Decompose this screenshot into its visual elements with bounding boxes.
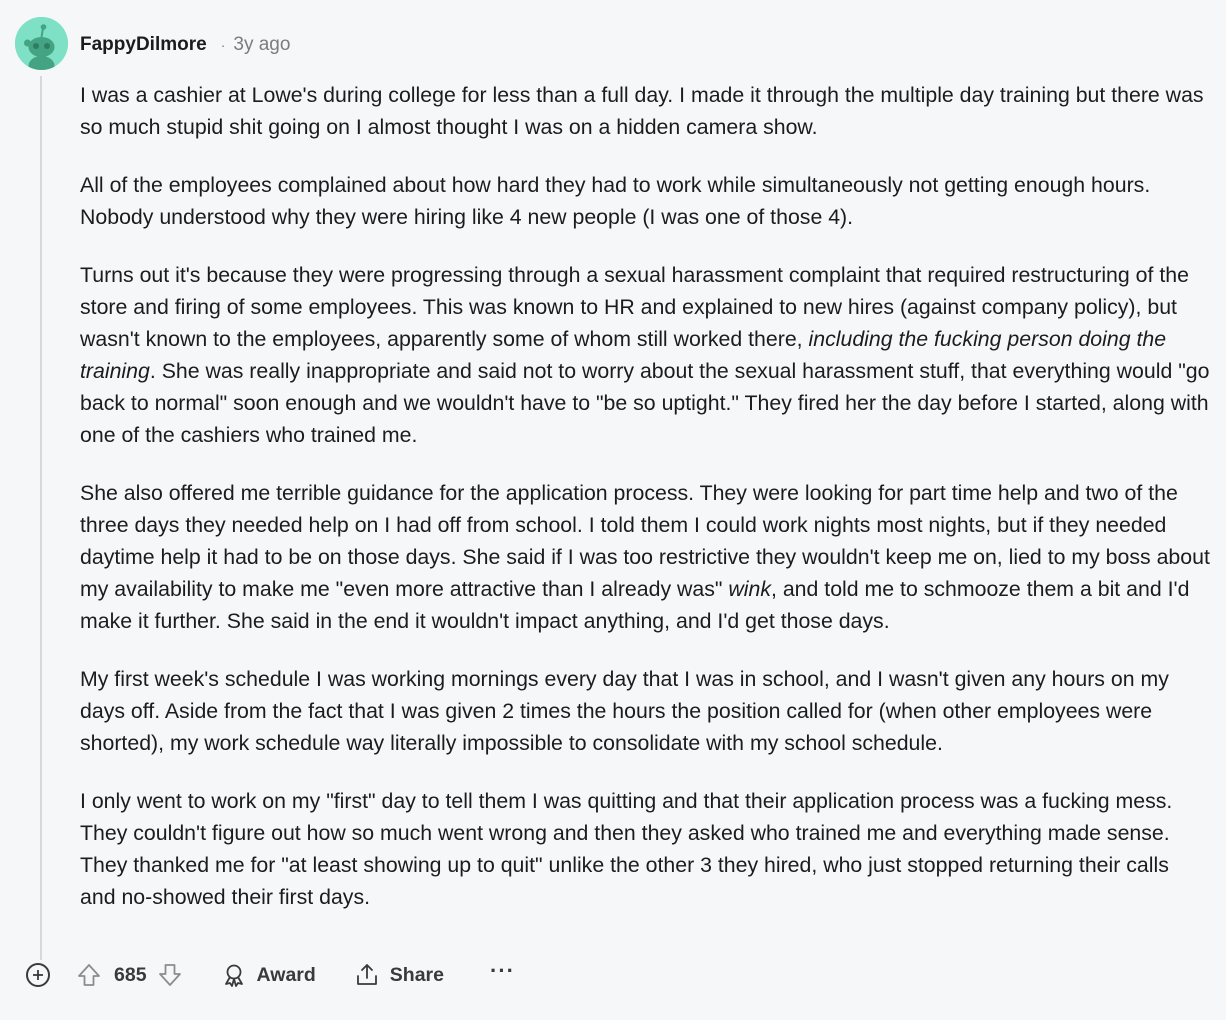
vote-score: 685: [114, 963, 147, 986]
paragraph-2: All of the employees complained about how hard they had to work while simultaneously not getting enough hours. Nobody understood why they were hiring like 4 new people (I was one of those 4).: [80, 173, 1151, 229]
upvote-arrow-icon[interactable]: [76, 962, 102, 988]
avatar[interactable]: [15, 17, 68, 70]
paragraph-5: My first week's schedule I was working mornings every day that I was in school, and I wasn't given any hours on my days off. Aside from the fact that I was given 2 times the hours the position called for (when other employees were shorted), my work schedule way literally impossible to consolidate with my school schedule.: [80, 667, 1169, 755]
action-bar: [26, 956, 515, 994]
paragraph-4: [80, 477, 1210, 637]
award-icon: [221, 962, 247, 988]
share-label: Share: [389, 963, 444, 986]
comment-timestamp: 3y ago: [233, 34, 291, 55]
thread-line[interactable]: [40, 76, 42, 960]
share-icon: [354, 962, 380, 988]
share-button[interactable]: [354, 962, 444, 988]
paragraph-3: [80, 259, 1210, 451]
comment-meta: [80, 32, 290, 58]
paragraph-3-text-before: Turns out it's because they were progressing through a sexual harassment complaint that required restructuring of the store and firing of some employees. This was known to HR and explained to new hires (against company policy), but wasn't known to the employees, apparently some of whom still worked there,: [80, 263, 1189, 351]
username-link[interactable]: FappyDilmore: [80, 34, 207, 55]
downvote-arrow-icon[interactable]: [157, 962, 183, 988]
award-label: Award: [256, 963, 316, 986]
award-button[interactable]: [221, 962, 316, 988]
paragraph-3-emphasis: including the fucking person doing the training: [80, 327, 1167, 383]
paragraph-3-text-after: . She was really inappropriate and said not to worry about the sexual harassment stuff, that everything would "go back to normal" soon enough and we wouldn't have to "be so uptight." They fired her the day before I started, along with one of the cashiers who trained me.: [80, 359, 1210, 447]
snoo-avatar-icon: [15, 17, 68, 70]
comment-body: [80, 79, 1210, 939]
plus-icon: [31, 968, 45, 982]
paragraph-4-text-before: She also offered me terrible guidance for the application process. They were looking for part time help and two of the three days they needed help on I had off from school. I told them I could work nights most nights, but if they needed daytime help it had to be on those days. She said if I was too restrictive they wouldn't keep me on, lied to my boss about my availability to make me "even more attractive than I already was": [80, 481, 1210, 601]
expand-button[interactable]: [26, 963, 50, 987]
more-options-button[interactable]: ···: [490, 958, 515, 983]
vote-controls: [76, 962, 183, 988]
paragraph-4-emphasis: wink: [728, 577, 771, 601]
paragraph-4-text-after: , and told me to schmooze them a bit and I'd make it further. She said in the end it wouldn't impact anything, and I'd get those days.: [80, 577, 1190, 633]
meta-separator: ·: [220, 37, 226, 53]
paragraph-1: I was a cashier at Lowe's during college for less than a full day. I made it through the multiple day training but there was so much stupid shit going on I almost thought I was on a hidden camera show.: [80, 83, 1204, 139]
paragraph-6: I only went to work on my "first" day to tell them I was quitting and that their application process was a fucking mess. They couldn't figure out how so much went wrong and then they asked who trained me and everything made sense. They thanked me for "at least showing up to quit" unlike the other 3 they hired, who just stopped returning their calls and no-showed their first days.: [80, 789, 1173, 909]
